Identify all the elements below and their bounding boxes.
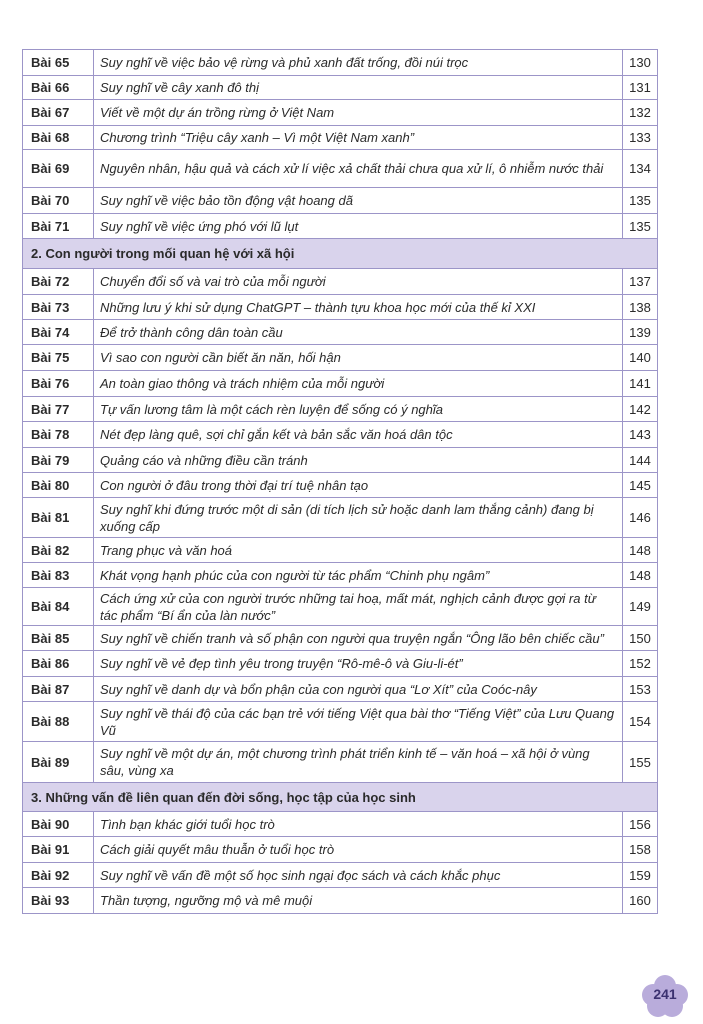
page-ref: 152 (623, 651, 658, 677)
lesson-title: Quảng cáo và những điều cần tránh (94, 448, 623, 473)
lesson-title: Tự vấn lương tâm là một cách rèn luyện để sống có ý nghĩa (94, 397, 623, 422)
toc-row (23, 422, 658, 448)
lesson-number: Bài 73 (23, 295, 94, 320)
toc-row (23, 498, 658, 538)
page-ref: 140 (623, 345, 658, 371)
toc-row (23, 345, 658, 371)
lesson-number: Bài 67 (23, 100, 94, 126)
toc-row (23, 812, 658, 837)
toc-row (23, 50, 658, 76)
lesson-number: Bài 81 (23, 498, 94, 538)
lesson-number: Bài 76 (23, 371, 94, 397)
section-header-row (23, 783, 658, 812)
page-ref: 160 (623, 888, 658, 914)
lesson-title: Những lưu ý khi sử dụng ChatGPT – thành tựu khoa học mới của thế kỉ XXI (94, 295, 623, 320)
toc-row (23, 76, 658, 100)
toc-row (23, 626, 658, 651)
toc-row (23, 888, 658, 914)
lesson-number: Bài 91 (23, 837, 94, 863)
lesson-title: Nguyên nhân, hậu quả và cách xử lí việc xả chất thải chưa qua xử lí, ô nhiễm nước thải (94, 150, 623, 188)
toc-row (23, 214, 658, 239)
toc-row (23, 742, 658, 783)
lesson-title: Chương trình “Triệu cây xanh – Vì một Việt Nam xanh” (94, 126, 623, 150)
page-ref: 158 (623, 837, 658, 863)
lesson-title: Suy nghĩ khi đứng trước một di sản (di tích lịch sử hoặc danh lam thắng cảnh) đang bị xuống cấp (94, 498, 623, 538)
lesson-number: Bài 74 (23, 320, 94, 345)
page-ref: 148 (623, 563, 658, 588)
lesson-number: Bài 70 (23, 188, 94, 214)
page-ref: 143 (623, 422, 658, 448)
page-ref: 145 (623, 473, 658, 498)
page-ref: 139 (623, 320, 658, 345)
toc-row (23, 563, 658, 588)
page-ref: 156 (623, 812, 658, 837)
toc-row (23, 269, 658, 295)
lesson-title: Cách ứng xử của con người trước những tai hoạ, mất mát, nghịch cảnh được gợi ra từ tác phẩm “Bí ẩn của làn nước” (94, 588, 623, 626)
page-ref: 159 (623, 863, 658, 888)
toc-row (23, 397, 658, 422)
toc-row (23, 588, 658, 626)
page-ref: 135 (623, 214, 658, 239)
lesson-number: Bài 85 (23, 626, 94, 651)
page-ref: 144 (623, 448, 658, 473)
lesson-number: Bài 93 (23, 888, 94, 914)
toc-row (23, 100, 658, 126)
lesson-number: Bài 77 (23, 397, 94, 422)
lesson-title: Suy nghĩ về chiến tranh và số phận con người qua truyện ngắn “Ông lão bên chiếc cầu” (94, 626, 623, 651)
lesson-number: Bài 90 (23, 812, 94, 837)
page-ref: 148 (623, 538, 658, 563)
toc-row (23, 371, 658, 397)
lesson-title: Viết về một dự án trồng rừng ở Việt Nam (94, 100, 623, 126)
lesson-title: Suy nghĩ về vấn đề một số học sinh ngại đọc sách và cách khắc phục (94, 863, 623, 888)
page-ref: 150 (623, 626, 658, 651)
toc-row (23, 126, 658, 150)
lesson-number: Bài 87 (23, 677, 94, 702)
lesson-title: Con người ở đâu trong thời đại trí tuệ nhân tạo (94, 473, 623, 498)
page-number: 241 (653, 986, 677, 1002)
lesson-title: Tình bạn khác giới tuổi học trò (94, 812, 623, 837)
lesson-title: Suy nghĩ về danh dự và bổn phận của con người qua “Lơ Xít” của Coóc-nây (94, 677, 623, 702)
lesson-title: Suy nghĩ về việc ứng phó với lũ lụt (94, 214, 623, 239)
lesson-number: Bài 86 (23, 651, 94, 677)
toc-row (23, 677, 658, 702)
lesson-number: Bài 66 (23, 76, 94, 100)
table-of-contents (22, 49, 658, 914)
lesson-number: Bài 89 (23, 742, 94, 783)
lesson-title: Suy nghĩ về việc bảo vệ rừng và phủ xanh đất trống, đồi núi trọc (94, 50, 623, 76)
page-ref: 132 (623, 100, 658, 126)
toc-row (23, 448, 658, 473)
toc-row (23, 320, 658, 345)
toc-row (23, 538, 658, 563)
lesson-number: Bài 72 (23, 269, 94, 295)
page-ref: 149 (623, 588, 658, 626)
lesson-number: Bài 79 (23, 448, 94, 473)
lesson-number: Bài 78 (23, 422, 94, 448)
lesson-title: Khát vọng hạnh phúc của con người từ tác phẩm “Chinh phụ ngâm” (94, 563, 623, 588)
page-number-badge (641, 974, 689, 1018)
lesson-title: Nét đẹp làng quê, sợi chỉ gắn kết và bản sắc văn hoá dân tộc (94, 422, 623, 448)
lesson-number: Bài 75 (23, 345, 94, 371)
lesson-number: Bài 88 (23, 702, 94, 742)
lesson-title: Suy nghĩ về cây xanh đô thị (94, 76, 623, 100)
lesson-number: Bài 71 (23, 214, 94, 239)
lesson-title: An toàn giao thông và trách nhiệm của mỗi người (94, 371, 623, 397)
lesson-number: Bài 69 (23, 150, 94, 188)
section-title: 3. Những vấn đề liên quan đến đời sống, học tập của học sinh (23, 783, 658, 812)
page-ref: 154 (623, 702, 658, 742)
lesson-title: Trang phục và văn hoá (94, 538, 623, 563)
lesson-number: Bài 82 (23, 538, 94, 563)
toc-row (23, 295, 658, 320)
lesson-number: Bài 92 (23, 863, 94, 888)
toc-row (23, 473, 658, 498)
page-ref: 135 (623, 188, 658, 214)
lesson-title: Suy nghĩ về vẻ đẹp tình yêu trong truyện “Rô-mê-ô và Giu-li-ét” (94, 651, 623, 677)
lesson-number: Bài 80 (23, 473, 94, 498)
page-ref: 137 (623, 269, 658, 295)
lesson-title: Chuyển đổi số và vai trò của mỗi người (94, 269, 623, 295)
lesson-title: Để trở thành công dân toàn cầu (94, 320, 623, 345)
toc-row (23, 702, 658, 742)
page-ref: 141 (623, 371, 658, 397)
lesson-title: Cách giải quyết mâu thuẫn ở tuổi học trò (94, 837, 623, 863)
toc-row (23, 651, 658, 677)
lesson-title: Suy nghĩ về việc bảo tồn động vật hoang dã (94, 188, 623, 214)
page-ref: 133 (623, 126, 658, 150)
lesson-number: Bài 65 (23, 50, 94, 76)
toc-row (23, 837, 658, 863)
page-ref: 146 (623, 498, 658, 538)
page-ref: 138 (623, 295, 658, 320)
lesson-title: Suy nghĩ về một dự án, một chương trình phát triển kinh tế – văn hoá – xã hội ở vùng sâu, vùng xa (94, 742, 623, 783)
section-title: 2. Con người trong mối quan hệ với xã hội (23, 239, 658, 269)
lesson-number: Bài 83 (23, 563, 94, 588)
page-ref: 134 (623, 150, 658, 188)
section-header-row (23, 239, 658, 269)
page-ref: 153 (623, 677, 658, 702)
page-ref: 142 (623, 397, 658, 422)
page-ref: 130 (623, 50, 658, 76)
toc-row (23, 150, 658, 188)
page-ref: 131 (623, 76, 658, 100)
lesson-number: Bài 84 (23, 588, 94, 626)
lesson-title: Suy nghĩ về thái độ của các bạn trẻ với tiếng Việt qua bài thơ “Tiếng Việt” của Lưu Quang Vũ (94, 702, 623, 742)
lesson-number: Bài 68 (23, 126, 94, 150)
lesson-title: Vì sao con người cần biết ăn năn, hối hận (94, 345, 623, 371)
lesson-title: Thần tượng, ngưỡng mộ và mê muội (94, 888, 623, 914)
toc-row (23, 188, 658, 214)
toc-row (23, 863, 658, 888)
page-ref: 155 (623, 742, 658, 783)
